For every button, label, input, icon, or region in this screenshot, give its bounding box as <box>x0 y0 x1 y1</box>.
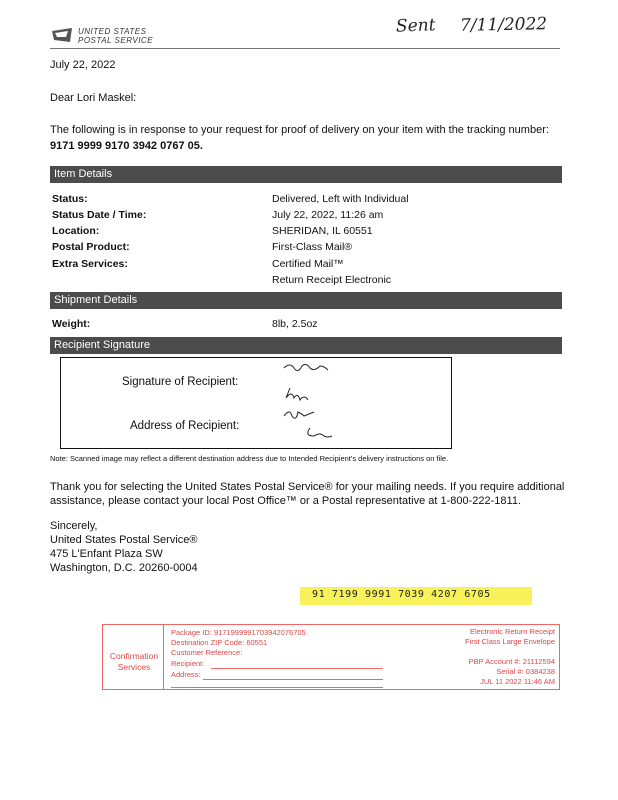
shipment-details-header: Shipment Details <box>50 292 562 309</box>
stamp-right-5: JUL 11 2022 11:46 AM <box>480 677 555 686</box>
confirmation-label: Confirmation <box>109 651 159 661</box>
salutation: Dear Lori Maskel: <box>50 92 137 104</box>
sender-street: 475 L'Enfant Plaza SW <box>50 548 163 560</box>
status-value: Delivered, Left with Individual <box>272 193 409 205</box>
stamp-right-3: PBP Account #: 21112594 <box>468 657 555 666</box>
status-label: Status: <box>52 193 88 205</box>
intro-text: The following is in response to your request for proof of delivery on your item with the tracking number: <box>50 124 549 136</box>
thanks-line-2: assistance, please contact your local Post Office™ or a Postal representative at 1-800-222-1811. <box>50 495 522 507</box>
signature-label: Signature of Recipient: <box>122 376 239 388</box>
thanks-line-1: Thank you for selecting the United States Postal Service® for your mailing needs. If you require additional <box>50 481 565 493</box>
stamp-recipient: Recipient: <box>171 659 205 668</box>
tracking-number: 9171 9999 9170 3942 0767 05. <box>50 140 203 152</box>
sender-city: Washington, D.C. 20260-0004 <box>50 562 198 574</box>
weight-value: 8lb, 2.5oz <box>272 318 318 330</box>
eagle-icon <box>52 28 72 42</box>
confirmation-services-stamp <box>102 624 560 690</box>
stamp-address: Address: <box>171 670 201 679</box>
sincerely: Sincerely, <box>50 520 98 532</box>
postal-product-label: Postal Product: <box>52 241 130 253</box>
customer-reference: Customer Reference: <box>171 648 243 657</box>
handwritten-sent: Sent <box>395 15 436 37</box>
recipient-signature-header: Recipient Signature <box>50 337 562 354</box>
letter-date: July 22, 2022 <box>50 59 116 71</box>
postal-product-value: First-Class Mail® <box>272 241 353 253</box>
stamp-right-4: Serial #: 0384238 <box>496 667 555 676</box>
item-details-header: Item Details <box>50 166 562 183</box>
package-id: Package ID: 9171999991703942076705 <box>171 628 306 637</box>
usps-logo <box>52 25 172 47</box>
location-label: Location: <box>52 225 100 237</box>
services-label: Services <box>117 662 151 672</box>
logo-text-line1: UNITED STATES <box>78 27 147 36</box>
signature-box <box>60 357 452 449</box>
extra-services-value-2: Return Receipt Electronic <box>272 274 392 286</box>
extra-services-value: Certified Mail™ <box>272 258 344 270</box>
logo-text-line2: POSTAL SERVICE <box>78 36 154 45</box>
status-date-label: Status Date / Time: <box>52 209 147 221</box>
stamp-divider <box>163 625 164 689</box>
stamp-right-2: First Class Large Envelope <box>464 637 555 646</box>
weight-label: Weight: <box>52 318 91 330</box>
extra-services-label: Extra Services: <box>52 258 128 270</box>
signature-scan-image <box>270 358 360 446</box>
handwritten-tracking-number: 91 7199 9991 7039 4207 6705 <box>312 589 491 600</box>
status-date-value: July 22, 2022, 11:26 am <box>272 209 384 221</box>
destination-zip: Destination ZIP Code: 60551 <box>171 638 268 647</box>
sender-org: United States Postal Service® <box>50 534 198 546</box>
handwritten-date: 7/11/2022 <box>459 14 548 36</box>
stamp-right-1: Electronic Return Receipt <box>469 627 555 636</box>
scan-note: Note: Scanned image may reflect a different destination address due to Intended Recipient's delivery instructions on file. <box>50 454 449 463</box>
address-label: Address of Recipient: <box>130 420 240 432</box>
location-value: SHERIDAN, IL 60551 <box>272 225 373 237</box>
header-divider <box>50 48 560 49</box>
